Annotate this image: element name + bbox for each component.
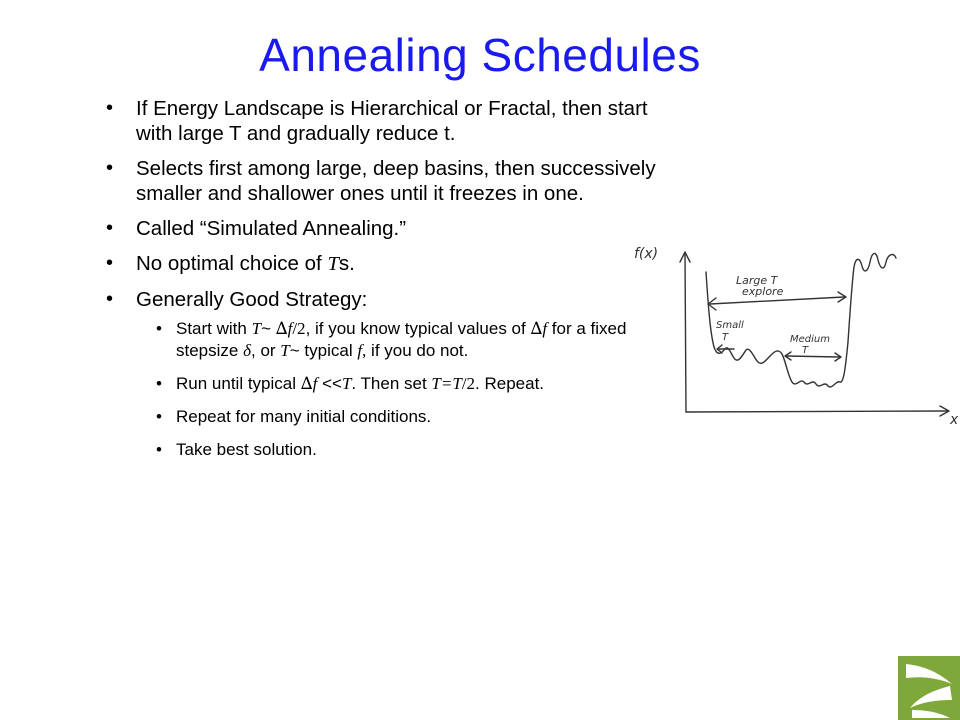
bullet-optimal-choice: • No optimal choice of Ts. xyxy=(106,251,666,277)
sub-bullet-repeat: • Repeat for many initial conditions. xyxy=(156,406,666,428)
y-axis-label: f(x) xyxy=(634,246,659,262)
logo-icon xyxy=(898,656,960,720)
energy-landscape-sketch xyxy=(618,232,960,432)
small-t-label: Small xyxy=(716,320,744,331)
slide-title: Annealing Schedules xyxy=(259,29,701,81)
bullet-basins: • Selects first among large, deep basins, then successively smaller and shallower ones until it freezes in one. xyxy=(106,156,666,206)
x-axis xyxy=(686,411,948,412)
large-t-label-2: explore xyxy=(742,285,784,298)
y-axis xyxy=(685,254,686,412)
medium-t-label: Medium xyxy=(790,334,830,345)
medium-t-label-2: T xyxy=(802,345,809,356)
small-t-label-2: T xyxy=(722,332,729,343)
large-t-arrow xyxy=(710,297,844,304)
bullet-list xyxy=(106,96,666,472)
sub-bullet-list xyxy=(136,318,666,461)
medium-t-arrow xyxy=(786,356,840,357)
bullet-hierarchical: • If Energy Landscape is Hierarchical or Fractal, then start with large T and gradually reduce t. xyxy=(106,96,666,146)
sub-bullet-start: • Start with T~ ∆f/2, if you know typical values of ∆f for a fixed stepsize δ, or T~ typical f, if you do not. xyxy=(156,318,666,362)
bullet-strategy: • Generally Good Strategy: • Start with T~ ∆f/2, if you know typical values of ∆f for a fixed stepsize δ, or T~ typical f, if you do not. • Run until typical ∆f <<T. Then set T=T/2. Repeat. • Repeat for many initial conditions. • Take best solution. xyxy=(106,287,666,461)
bullet-simulated-annealing: • Called “Simulated Annealing.” xyxy=(106,216,666,241)
sub-bullet-run: • Run until typical ∆f <<T. Then set T=T/2. Repeat. xyxy=(156,373,666,395)
large-t-label: Large T xyxy=(736,274,778,287)
x-axis-label: x xyxy=(950,412,959,428)
sub-bullet-best: • Take best solution. xyxy=(156,439,666,461)
